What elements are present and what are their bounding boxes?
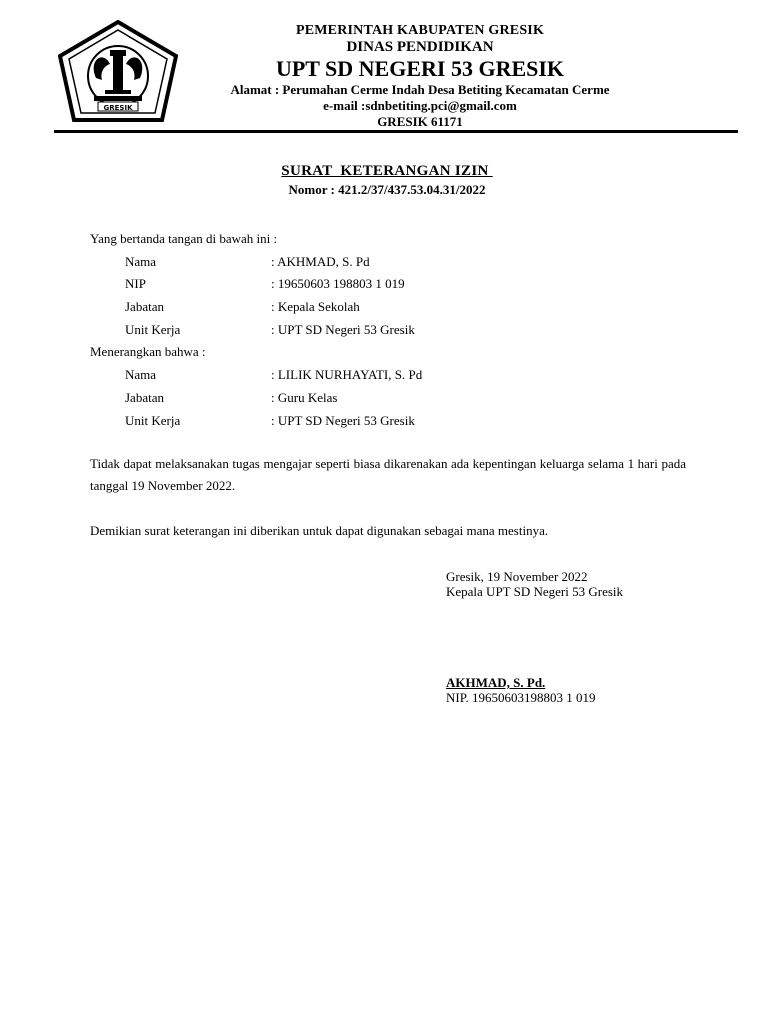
letter-number: Nomor : 421.2/37/437.53.04.31/2022 xyxy=(288,182,486,197)
field-label: Nama xyxy=(125,367,157,383)
field-label: Unit Kerja xyxy=(125,412,181,428)
signer-row xyxy=(90,251,686,274)
logo-text: GRESIK xyxy=(103,104,133,112)
letter-body xyxy=(90,228,686,432)
signer-position: Kepala UPT SD Negeri 53 Gresik xyxy=(446,584,624,599)
field-value: : UPT SD Negeri 53 Gresik xyxy=(271,321,415,337)
signer-row xyxy=(90,296,686,319)
place-date: Gresik, 19 November 2022 xyxy=(446,569,588,584)
field-value: : 19650603 198803 1 019 xyxy=(271,276,405,292)
signature-block xyxy=(446,569,706,599)
letterhead xyxy=(150,22,690,130)
field-value: : Guru Kelas xyxy=(271,389,338,405)
field-label: Nama xyxy=(125,253,157,269)
signer-nip: NIP. 19650603198803 1 019 xyxy=(446,690,596,705)
school-address: Alamat : Perumahan Cerme Indah Desa Betiting Kecamatan Cerme xyxy=(230,82,610,97)
subject-intro-line: Menerangkan bahwa : xyxy=(90,344,206,360)
field-label: Jabatan xyxy=(125,389,164,405)
field-value: : LILIK NURHAYATI, S. Pd xyxy=(271,367,423,383)
subject-row xyxy=(90,387,686,410)
signer-row xyxy=(90,319,686,342)
field-label: Jabatan xyxy=(125,299,164,315)
school-name: UPT SD NEGERI 53 GRESIK xyxy=(275,56,565,81)
intro-line: Yang bertanda tangan di bawah ini : xyxy=(90,231,278,246)
closing-paragraph: Demikian surat keterangan ini diberikan untuk dapat digunakan sebagai mana mestinya. xyxy=(90,523,549,538)
school-email: e-mail :sdnbetiting.pci@gmail.com xyxy=(323,98,517,113)
letter-title-block xyxy=(0,162,768,199)
signature-name-block xyxy=(446,675,706,705)
body-paragraph: Tidak dapat melaksanakan tugas mengajar seperti biasa dikarenakan ada kepentingan keluarga selama 1 hari pada tanggal 19 November 2022. xyxy=(90,456,686,493)
letterhead-divider xyxy=(54,130,738,133)
field-value: : UPT SD Negeri 53 Gresik xyxy=(271,412,415,428)
department-name: DINAS PENDIDIKAN xyxy=(346,39,494,55)
subject-row xyxy=(90,364,686,387)
letter-title: SURAT KETERANGAN IZIN xyxy=(281,163,493,179)
subject-row xyxy=(90,410,686,433)
signer-name: AKHMAD, S. Pd. xyxy=(446,675,546,690)
signer-row xyxy=(90,273,686,296)
government-name: PEMERINTAH KABUPATEN GRESIK xyxy=(295,23,545,38)
field-label: Unit Kerja xyxy=(125,321,181,337)
field-value: : AKHMAD, S. Pd xyxy=(271,253,370,269)
school-city: GRESIK 61171 xyxy=(377,114,463,129)
field-label: NIP xyxy=(125,276,146,292)
field-value: : Kepala Sekolah xyxy=(271,299,360,315)
